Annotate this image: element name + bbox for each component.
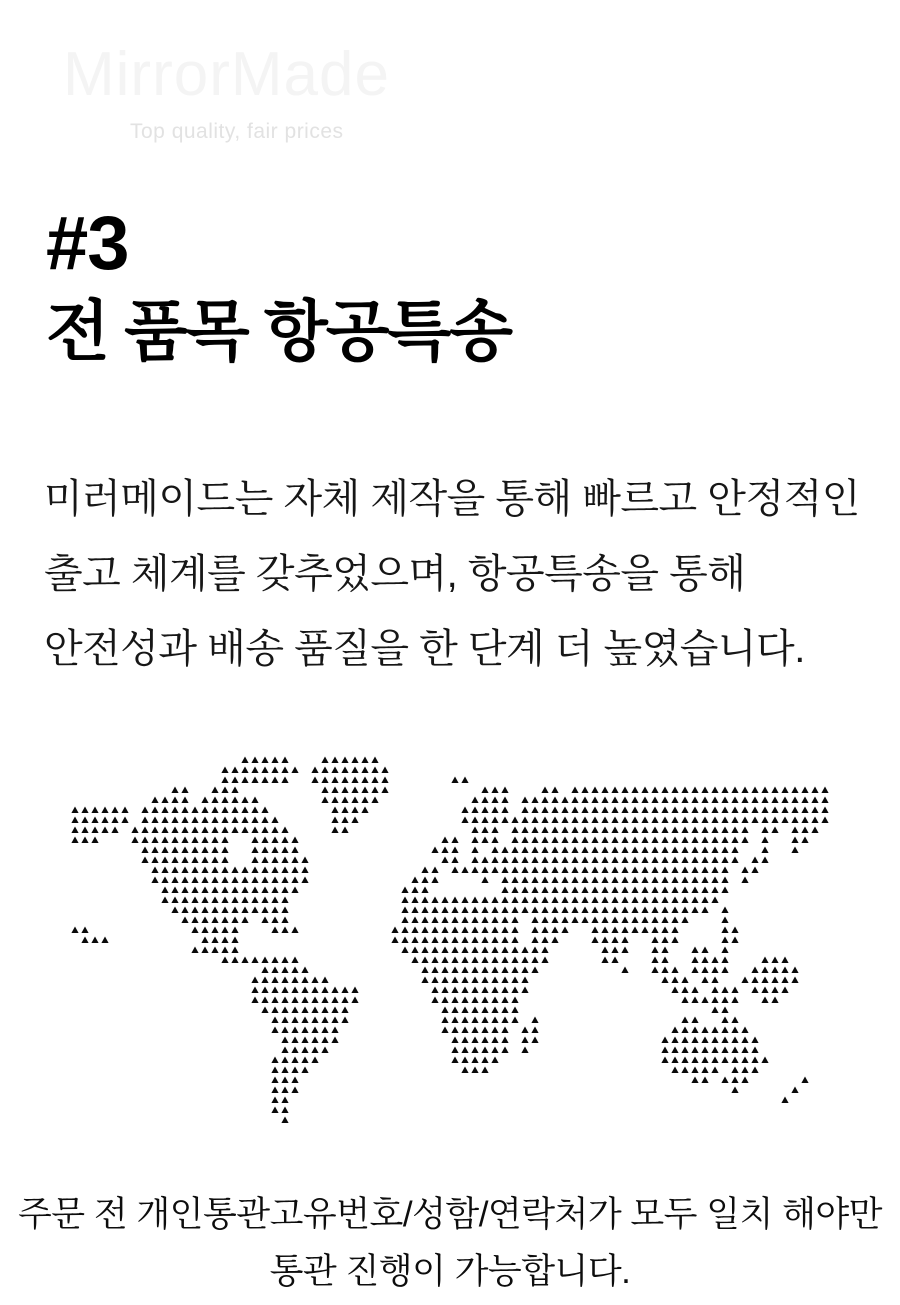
section-number: #3 [46,201,129,286]
section-heading [46,201,511,368]
description-paragraph [44,462,860,687]
description-line: 안전성과 배송 품질을 한 단계 더 높였습니다. [44,627,805,671]
world-map-graphic [70,755,830,1125]
map-triangle-dots [71,757,828,1124]
brand-logo-text: MirrorMade [63,40,390,109]
dotted-world-map [70,755,830,1125]
description-line: 출고 체계를 갖추었으며, 항공특송을 통해 [44,552,746,596]
customs-notice-line: 주문 전 개인통관고유번호/성함/연락처가 모두 일치 해야만 [17,1195,882,1234]
brand-watermark [63,40,390,144]
brand-tagline: Top quality, fair prices [130,120,344,143]
customs-notice-line: 통관 진행이 가능합니다. [269,1252,631,1291]
customs-notice [0,1186,900,1300]
description-line: 미러메이드는 자체 제작을 통해 빠르고 안정적인 [44,477,860,521]
page-title: 전 품목 항공특송 [46,294,511,368]
